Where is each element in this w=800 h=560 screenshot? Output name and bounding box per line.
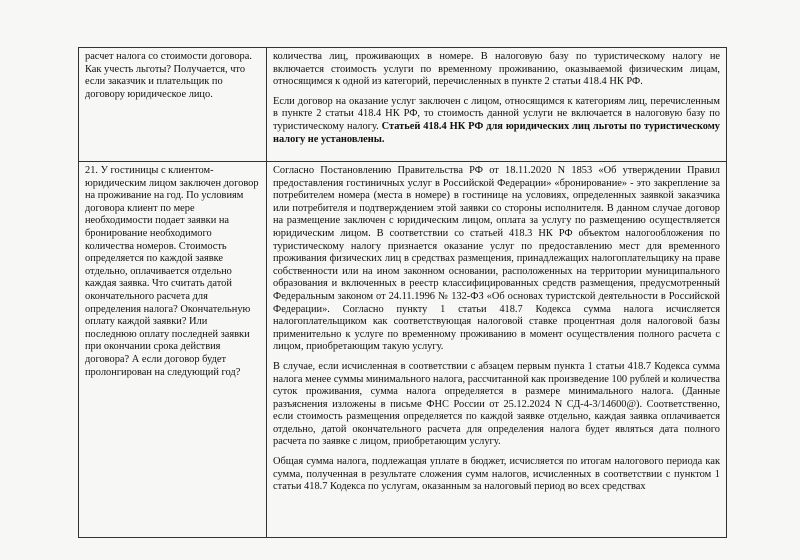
answer-paragraph: Согласно Постановлению Правительства РФ от 18.11.2020 N 1853 «Об утверждении Правил предоставления гостиничных услуг в Российской Федерации» «бронирование» - это закрепление за потребителем номера (места в номере) в гостинице на условиях, определенных заявкой заказчика или потребителя и подтверждением этой заявки со стороны исполнителя. В данном случае договор на размещение заключен с юридическим лицом, оплата за услугу по размещению осуществляется юридическим лицом. В соответствии со статьей 418.3 НК РФ объектом налогообложения по туристическому налогу признается оказание услуг по предоставлению мест для временного проживания физических лиц в средствах размещения, принадлежащих налогоплательщику на праве собственности или на ином законном основании, расположенных на территории муниципального образования и включенных в реестр классифицированных средств размещения, предусмотренный Федеральным законом от 24.11.1996 № 132-ФЗ «Об основах туристской деятельности в Российской Федерации». Согласно пункту 1 статьи 418.7 Кодекса сумма налога исчисляется налогоплательщиком как соответствующая налоговой ставке процентная доля налоговой базы применительно к услуге по временному проживанию в момент осуществления полного расчета с лицом, приобретающим такую услугу. [273,165,720,353]
answer-bold-conclusion: Статьей 418.4 НК РФ для юридических лиц льготы по туристическому налогу не установлены. [273,120,720,145]
question-text: расчет налога со стоимости договора. Как учесть льготы? Получается, что если заказчик и плательщик по договору юридическое лицо. [85,51,252,100]
answer-cell [267,162,727,538]
answer-cell [267,48,727,162]
question-cell [79,48,267,162]
question-text: 21. У гостиницы с клиентом-юридическим лицом заключен договор на проживание на год. По условиям договора клиент по мере необходимости подает заявки на бронирование необходимого количества номеров. Стоимость определяется по каждой заявке отдельно, оплачивается отдельно каждая заявка. Что считать датой окончательного расчета для определения налога? Окончательную оплату каждой заявки? Или последнюю оплату последней заявки при окончании срока действия договора? А если договор будет пролонгирован на следующий год? [85,165,259,378]
answer-paragraph: количества лиц, проживающих в номере. В налоговую базу по туристическому налогу не включается стоимость услуги по временному проживанию, оказываемой физическим лицам, относящимся к одной из категорий, перечисленных в пункте 2 статьи 418.4 НК РФ. [273,51,720,88]
answer-paragraph-text: Если договор на оказание услуг заключен с лицом, относящимся к категориям лиц, перечисленным в пункте 2 статьи 418.4 НК РФ, то стоимость данной услуги не включается в налоговую базу по туристическому налогу. [273,95,720,132]
answer-paragraph: Общая сумма налога, подлежащая уплате в бюджет, исчисляется по итогам налогового периода как сумма, полученная в результате сложения сумм налогов, исчисленных в соответствии с пунктом 1 статьи 418.7 Кодекса по услугам, оказанным за налоговый период во всех средствах [273,456,720,493]
answer-paragraph [273,96,720,146]
table-row [79,48,727,162]
table-row [79,162,727,538]
qa-table [78,47,727,538]
answer-paragraph: В случае, если исчисленная в соответствии с абзацем первым пункта 1 статьи 418.7 Кодекса сумма налога менее суммы минимального налога, рассчитанной как произведение 100 рублей и количества суток проживания, сумма налога определяется в размере минимального налога. (Данные разъяснения изложены в письме ФНС России от 25.12.2024 N СД-4-3/14600@). Соответственно, если стоимость размещения определяется по каждой заявке отдельно, каждая заявка оплачивается отдельно, датой окончательного расчета для определения налога будет являться дата полного расчета по заявке с лицом, приобретающим услугу. [273,360,720,448]
question-cell [79,162,267,538]
